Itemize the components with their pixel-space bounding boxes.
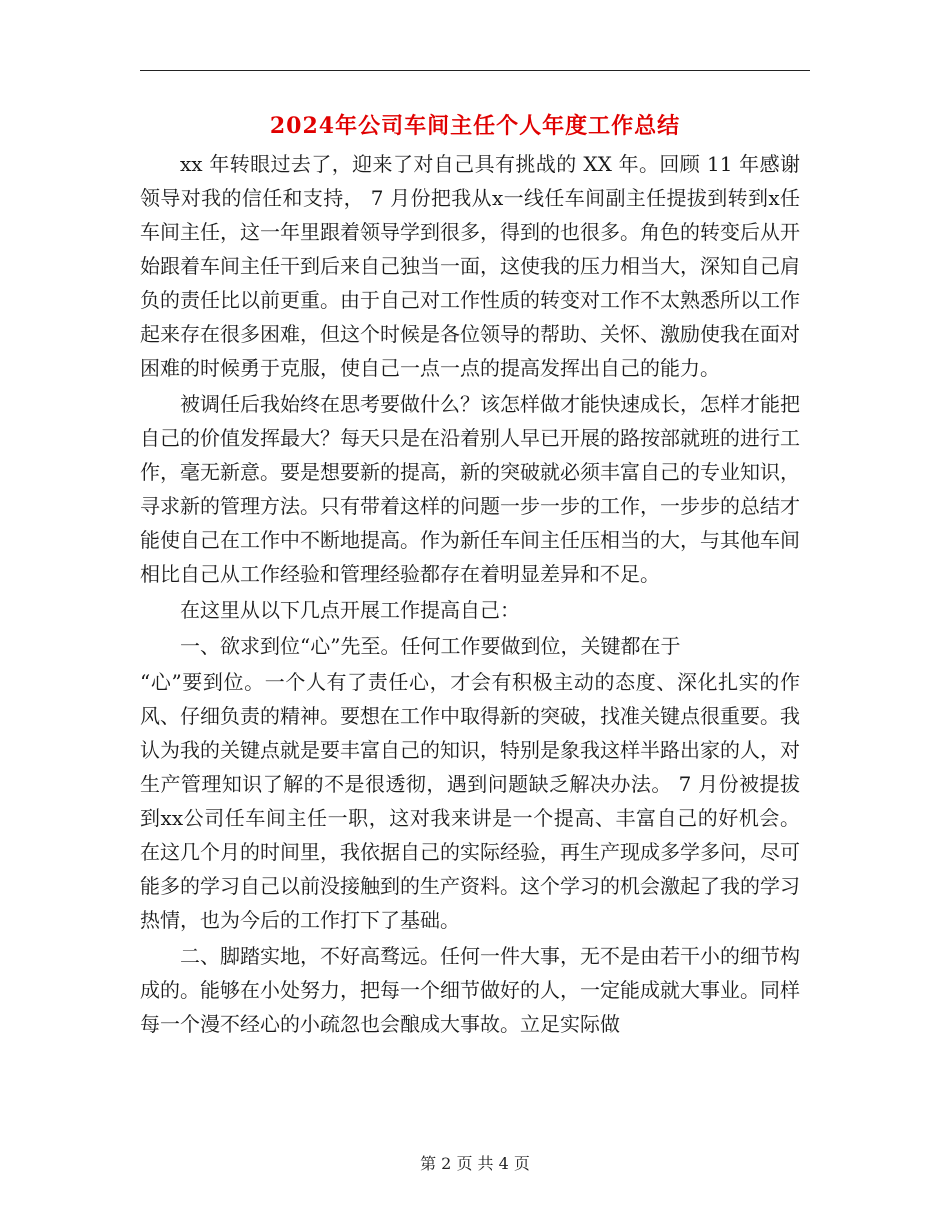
- paragraph-6: 二、脚踏实地，不好高骛远。任何一件大事，无不是由若干小的细节构成的。能够在小处努力，把每一个细节做好的人，一定能成就大事业。同样每一个漫不经心的小疏忽也会酿成大事故。立足实际做: [140, 944, 800, 1036]
- page-footer: 第 2 页 共 4 页: [420, 1154, 530, 1173]
- header-rule: [140, 70, 810, 71]
- paragraph-4: 一、欲求到位“心”先至。任何工作要做到位，关键都在于: [180, 634, 681, 658]
- document-title: 2024年公司车间主任个人年度工作总结: [269, 113, 681, 139]
- paragraph-3: 在这里从以下几点开展工作提高自己：: [180, 598, 520, 622]
- paragraph-5: “心”要到位。一个人有了责任心，才会有积极主动的态度、深化扎实的作风、仔细负责的精神。要想在工作中取得新的突破，找准关键点很重要。我认为我的关键点就是要丰富自己的知识，特别是象我这样半路出家的人，对生产管理知识了解的不是很透彻，遇到问题缺乏解决办法。 7 月份被提拔到xx公司任车间主任一职，这对我来讲是一个提高、丰富自己的好机会。在这几个月的时间里，我依据自己的实际经验，再生产现成多学多问，尽可能多的学习自己以前没接触到的生产资料。这个学习的机会激起了我的学习热情，也为今后的工作打下了基础。: [140, 670, 800, 932]
- document-body: [140, 147, 800, 1043]
- paragraph-2: 被调任后我始终在思考要做什么？该怎样做才能快速成长，怎样才能把自己的价值发挥最大？每天只是在沿着别人早已开展的路按部就班的进行工作，毫无新意。要是想要新的提高，新的突破就必须丰富自己的专业知识，寻求新的管理方法。只有带着这样的问题一步一步的工作，一步步的总结才能使自己在工作中不断地提高。作为新任车间主任压相当的大，与其他车间相比自己从工作经验和管理经验都存在着明显差异和不足。: [140, 392, 800, 586]
- paragraph-1: xx 年转眼过去了，迎来了对自己具有挑战的 XX 年。回顾 11 年感谢领导对我的信任和支持， 7 月份把我从x一线任车间副主任提拔到转到x任车间主任，这一年里跟着领导学到很多，得到的也很多。角色的转变后从开始跟着车间主任干到后来自己独当一面，这使我的压力相当大，深知自己肩负的责任比以前更重。由于自己对工作性质的转变对工作不太熟悉所以工作起来存在很多困难，但这个时候是各位领导的帮助、关怀、激励使我在面对困难的时候勇于克服，使自己一点一点的提高发挥出自己的能力。: [140, 152, 800, 380]
